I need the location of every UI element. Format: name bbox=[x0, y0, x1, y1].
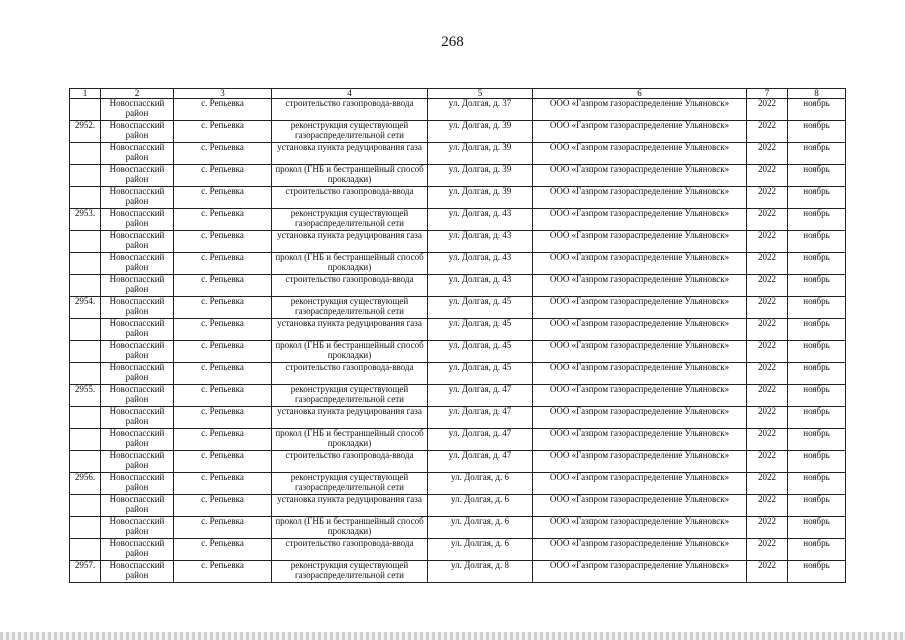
organization-cell: ООО «Газпром газораспределение Ульяновск» bbox=[533, 385, 747, 407]
row-number-cell bbox=[70, 407, 101, 429]
row-number-cell bbox=[70, 341, 101, 363]
table-row bbox=[70, 187, 846, 209]
organization-cell: ООО «Газпром газораспределение Ульяновск» bbox=[533, 561, 747, 583]
row-number-cell bbox=[70, 429, 101, 451]
work-type-cell: строительство газопровода-ввода bbox=[272, 99, 428, 121]
settlement-cell: с. Репьевка bbox=[174, 187, 272, 209]
address-cell: ул. Долгая, д. 39 bbox=[428, 143, 533, 165]
row-number-cell bbox=[70, 143, 101, 165]
settlement-cell: с. Репьевка bbox=[174, 99, 272, 121]
row-number-cell bbox=[70, 363, 101, 385]
address-cell: ул. Долгая, д. 45 bbox=[428, 297, 533, 319]
table-row bbox=[70, 473, 846, 495]
district-cell: Новоспасский район bbox=[101, 121, 174, 143]
table-row bbox=[70, 517, 846, 539]
district-cell: Новоспасский район bbox=[101, 99, 174, 121]
column-header: 2 bbox=[101, 89, 174, 99]
organization-cell: ООО «Газпром газораспределение Ульяновск» bbox=[533, 539, 747, 561]
year-cell: 2022 bbox=[747, 143, 788, 165]
month-cell: ноябрь bbox=[788, 341, 846, 363]
year-cell: 2022 bbox=[747, 297, 788, 319]
month-cell: ноябрь bbox=[788, 121, 846, 143]
table-row bbox=[70, 143, 846, 165]
month-cell: ноябрь bbox=[788, 275, 846, 297]
organization-cell: ООО «Газпром газораспределение Ульяновск» bbox=[533, 165, 747, 187]
year-cell: 2022 bbox=[747, 341, 788, 363]
address-cell: ул. Долгая, д. 43 bbox=[428, 231, 533, 253]
district-cell: Новоспасский район bbox=[101, 495, 174, 517]
settlement-cell: с. Репьевка bbox=[174, 297, 272, 319]
district-cell: Новоспасский район bbox=[101, 143, 174, 165]
organization-cell: ООО «Газпром газораспределение Ульяновск» bbox=[533, 209, 747, 231]
table-row bbox=[70, 429, 846, 451]
settlement-cell: с. Репьевка bbox=[174, 165, 272, 187]
table-row bbox=[70, 275, 846, 297]
row-number-cell: 2953. bbox=[70, 209, 101, 231]
row-number-cell bbox=[70, 495, 101, 517]
column-number-row bbox=[70, 89, 846, 99]
settlement-cell: с. Репьевка bbox=[174, 209, 272, 231]
work-type-cell: установка пункта редуцирования газа bbox=[272, 319, 428, 341]
district-cell: Новоспасский район bbox=[101, 451, 174, 473]
month-cell: ноябрь bbox=[788, 429, 846, 451]
work-type-cell: прокол (ГНБ и бестраншейный способ прокладки) bbox=[272, 517, 428, 539]
row-number-cell bbox=[70, 539, 101, 561]
district-cell: Новоспасский район bbox=[101, 275, 174, 297]
work-type-cell: установка пункта редуцирования газа bbox=[272, 495, 428, 517]
year-cell: 2022 bbox=[747, 429, 788, 451]
settlement-cell: с. Репьевка bbox=[174, 495, 272, 517]
organization-cell: ООО «Газпром газораспределение Ульяновск» bbox=[533, 297, 747, 319]
address-cell: ул. Долгая, д. 39 bbox=[428, 187, 533, 209]
district-cell: Новоспасский район bbox=[101, 473, 174, 495]
address-cell: ул. Долгая, д. 8 bbox=[428, 561, 533, 583]
row-number-cell: 2952. bbox=[70, 121, 101, 143]
organization-cell: ООО «Газпром газораспределение Ульяновск» bbox=[533, 473, 747, 495]
month-cell: ноябрь bbox=[788, 363, 846, 385]
settlement-cell: с. Репьевка bbox=[174, 561, 272, 583]
organization-cell: ООО «Газпром газораспределение Ульяновск» bbox=[533, 407, 747, 429]
work-type-cell: прокол (ГНБ и бестраншейный способ прокладки) bbox=[272, 341, 428, 363]
row-number-cell bbox=[70, 231, 101, 253]
month-cell: ноябрь bbox=[788, 517, 846, 539]
work-type-cell: строительство газопровода-ввода bbox=[272, 539, 428, 561]
address-cell: ул. Долгая, д. 6 bbox=[428, 539, 533, 561]
district-cell: Новоспасский район bbox=[101, 385, 174, 407]
year-cell: 2022 bbox=[747, 363, 788, 385]
page-number: 268 bbox=[441, 34, 464, 50]
table-row bbox=[70, 363, 846, 385]
table-row bbox=[70, 121, 846, 143]
month-cell: ноябрь bbox=[788, 187, 846, 209]
settlement-cell: с. Репьевка bbox=[174, 319, 272, 341]
settlement-cell: с. Репьевка bbox=[174, 429, 272, 451]
row-number-cell: 2954. bbox=[70, 297, 101, 319]
row-number-cell: 2955. bbox=[70, 385, 101, 407]
organization-cell: ООО «Газпром газораспределение Ульяновск» bbox=[533, 319, 747, 341]
settlement-cell: с. Репьевка bbox=[174, 363, 272, 385]
district-cell: Новоспасский район bbox=[101, 429, 174, 451]
work-type-cell: установка пункта редуцирования газа bbox=[272, 231, 428, 253]
row-number-cell bbox=[70, 517, 101, 539]
work-type-cell: реконструкция существующей газораспределительной сети bbox=[272, 209, 428, 231]
month-cell: ноябрь bbox=[788, 473, 846, 495]
table-row bbox=[70, 561, 846, 583]
works-register-table bbox=[69, 88, 846, 583]
work-type-cell: реконструкция существующей газораспределительной сети bbox=[272, 473, 428, 495]
address-cell: ул. Долгая, д. 43 bbox=[428, 253, 533, 275]
column-header: 3 bbox=[174, 89, 272, 99]
month-cell: ноябрь bbox=[788, 165, 846, 187]
row-number-cell bbox=[70, 99, 101, 121]
organization-cell: ООО «Газпром газораспределение Ульяновск» bbox=[533, 275, 747, 297]
column-header: 4 bbox=[272, 89, 428, 99]
address-cell: ул. Долгая, д. 43 bbox=[428, 275, 533, 297]
work-type-cell: реконструкция существующей газораспределительной сети bbox=[272, 561, 428, 583]
settlement-cell: с. Репьевка bbox=[174, 385, 272, 407]
table-row bbox=[70, 495, 846, 517]
organization-cell: ООО «Газпром газораспределение Ульяновск» bbox=[533, 187, 747, 209]
district-cell: Новоспасский район bbox=[101, 165, 174, 187]
settlement-cell: с. Репьевка bbox=[174, 451, 272, 473]
work-type-cell: реконструкция существующей газораспределительной сети bbox=[272, 297, 428, 319]
district-cell: Новоспасский район bbox=[101, 319, 174, 341]
work-type-cell: установка пункта редуцирования газа bbox=[272, 143, 428, 165]
table-row bbox=[70, 539, 846, 561]
table-body bbox=[70, 99, 846, 583]
year-cell: 2022 bbox=[747, 561, 788, 583]
work-type-cell: прокол (ГНБ и бестраншейный способ прокладки) bbox=[272, 429, 428, 451]
settlement-cell: с. Репьевка bbox=[174, 539, 272, 561]
organization-cell: ООО «Газпром газораспределение Ульяновск» bbox=[533, 341, 747, 363]
table-row bbox=[70, 341, 846, 363]
year-cell: 2022 bbox=[747, 99, 788, 121]
organization-cell: ООО «Газпром газораспределение Ульяновск» bbox=[533, 429, 747, 451]
year-cell: 2022 bbox=[747, 253, 788, 275]
row-number-cell: 2957. bbox=[70, 561, 101, 583]
organization-cell: ООО «Газпром газораспределение Ульяновск» bbox=[533, 451, 747, 473]
row-number-cell bbox=[70, 319, 101, 341]
settlement-cell: с. Репьевка bbox=[174, 143, 272, 165]
district-cell: Новоспасский район bbox=[101, 253, 174, 275]
address-cell: ул. Долгая, д. 47 bbox=[428, 407, 533, 429]
month-cell: ноябрь bbox=[788, 539, 846, 561]
year-cell: 2022 bbox=[747, 539, 788, 561]
work-type-cell: прокол (ГНБ и бестраншейный способ прокладки) bbox=[272, 253, 428, 275]
work-type-cell: строительство газопровода-ввода bbox=[272, 451, 428, 473]
year-cell: 2022 bbox=[747, 165, 788, 187]
district-cell: Новоспасский район bbox=[101, 209, 174, 231]
district-cell: Новоспасский район bbox=[101, 561, 174, 583]
month-cell: ноябрь bbox=[788, 407, 846, 429]
address-cell: ул. Долгая, д. 45 bbox=[428, 363, 533, 385]
district-cell: Новоспасский район bbox=[101, 363, 174, 385]
year-cell: 2022 bbox=[747, 319, 788, 341]
table-row bbox=[70, 319, 846, 341]
address-cell: ул. Долгая, д. 37 bbox=[428, 99, 533, 121]
column-header: 5 bbox=[428, 89, 533, 99]
work-type-cell: реконструкция существующей газораспределительной сети bbox=[272, 121, 428, 143]
row-number-cell bbox=[70, 253, 101, 275]
organization-cell: ООО «Газпром газораспределение Ульяновск» bbox=[533, 363, 747, 385]
address-cell: ул. Долгая, д. 39 bbox=[428, 121, 533, 143]
year-cell: 2022 bbox=[747, 473, 788, 495]
organization-cell: ООО «Газпром газораспределение Ульяновск» bbox=[533, 231, 747, 253]
table-row bbox=[70, 165, 846, 187]
settlement-cell: с. Репьевка bbox=[174, 473, 272, 495]
year-cell: 2022 bbox=[747, 121, 788, 143]
column-header: 7 bbox=[747, 89, 788, 99]
year-cell: 2022 bbox=[747, 495, 788, 517]
month-cell: ноябрь bbox=[788, 385, 846, 407]
district-cell: Новоспасский район bbox=[101, 297, 174, 319]
address-cell: ул. Долгая, д. 45 bbox=[428, 319, 533, 341]
district-cell: Новоспасский район bbox=[101, 187, 174, 209]
year-cell: 2022 bbox=[747, 517, 788, 539]
column-header: 6 bbox=[533, 89, 747, 99]
table-row bbox=[70, 407, 846, 429]
work-type-cell: установка пункта редуцирования газа bbox=[272, 407, 428, 429]
table-row bbox=[70, 297, 846, 319]
address-cell: ул. Долгая, д. 6 bbox=[428, 495, 533, 517]
address-cell: ул. Долгая, д. 47 bbox=[428, 429, 533, 451]
settlement-cell: с. Репьевка bbox=[174, 231, 272, 253]
settlement-cell: с. Репьевка bbox=[174, 253, 272, 275]
month-cell: ноябрь bbox=[788, 253, 846, 275]
district-cell: Новоспасский район bbox=[101, 231, 174, 253]
organization-cell: ООО «Газпром газораспределение Ульяновск» bbox=[533, 121, 747, 143]
district-cell: Новоспасский район bbox=[101, 407, 174, 429]
work-type-cell: строительство газопровода-ввода bbox=[272, 187, 428, 209]
work-type-cell: реконструкция существующей газораспределительной сети bbox=[272, 385, 428, 407]
column-header: 8 bbox=[788, 89, 846, 99]
year-cell: 2022 bbox=[747, 451, 788, 473]
row-number-cell bbox=[70, 275, 101, 297]
month-cell: ноябрь bbox=[788, 143, 846, 165]
month-cell: ноябрь bbox=[788, 99, 846, 121]
table-row bbox=[70, 385, 846, 407]
table-row bbox=[70, 253, 846, 275]
month-cell: ноябрь bbox=[788, 495, 846, 517]
row-number-cell: 2956. bbox=[70, 473, 101, 495]
organization-cell: ООО «Газпром газораспределение Ульяновск» bbox=[533, 99, 747, 121]
month-cell: ноябрь bbox=[788, 297, 846, 319]
settlement-cell: с. Репьевка bbox=[174, 275, 272, 297]
address-cell: ул. Долгая, д. 6 bbox=[428, 517, 533, 539]
table-row bbox=[70, 231, 846, 253]
organization-cell: ООО «Газпром газораспределение Ульяновск» bbox=[533, 495, 747, 517]
table-row bbox=[70, 99, 846, 121]
address-cell: ул. Долгая, д. 43 bbox=[428, 209, 533, 231]
district-cell: Новоспасский район bbox=[101, 341, 174, 363]
settlement-cell: с. Репьевка bbox=[174, 341, 272, 363]
table-row bbox=[70, 451, 846, 473]
scan-edge-artifact bbox=[0, 632, 905, 640]
address-cell: ул. Долгая, д. 6 bbox=[428, 473, 533, 495]
month-cell: ноябрь bbox=[788, 561, 846, 583]
table-header bbox=[70, 89, 846, 99]
organization-cell: ООО «Газпром газораспределение Ульяновск» bbox=[533, 517, 747, 539]
year-cell: 2022 bbox=[747, 385, 788, 407]
month-cell: ноябрь bbox=[788, 231, 846, 253]
address-cell: ул. Долгая, д. 45 bbox=[428, 341, 533, 363]
address-cell: ул. Долгая, д. 47 bbox=[428, 451, 533, 473]
year-cell: 2022 bbox=[747, 275, 788, 297]
settlement-cell: с. Репьевка bbox=[174, 121, 272, 143]
district-cell: Новоспасский район bbox=[101, 539, 174, 561]
row-number-cell bbox=[70, 187, 101, 209]
month-cell: ноябрь bbox=[788, 209, 846, 231]
work-type-cell: строительство газопровода-ввода bbox=[272, 275, 428, 297]
district-cell: Новоспасский район bbox=[101, 517, 174, 539]
address-cell: ул. Долгая, д. 39 bbox=[428, 165, 533, 187]
address-cell: ул. Долгая, д. 47 bbox=[428, 385, 533, 407]
row-number-cell bbox=[70, 165, 101, 187]
settlement-cell: с. Репьевка bbox=[174, 517, 272, 539]
year-cell: 2022 bbox=[747, 231, 788, 253]
year-cell: 2022 bbox=[747, 407, 788, 429]
year-cell: 2022 bbox=[747, 209, 788, 231]
work-type-cell: прокол (ГНБ и бестраншейный способ прокладки) bbox=[272, 165, 428, 187]
row-number-cell bbox=[70, 451, 101, 473]
month-cell: ноябрь bbox=[788, 451, 846, 473]
organization-cell: ООО «Газпром газораспределение Ульяновск» bbox=[533, 143, 747, 165]
table-row bbox=[70, 209, 846, 231]
work-type-cell: строительство газопровода-ввода bbox=[272, 363, 428, 385]
column-header: 1 bbox=[70, 89, 101, 99]
month-cell: ноябрь bbox=[788, 319, 846, 341]
organization-cell: ООО «Газпром газораспределение Ульяновск» bbox=[533, 253, 747, 275]
settlement-cell: с. Репьевка bbox=[174, 407, 272, 429]
year-cell: 2022 bbox=[747, 187, 788, 209]
